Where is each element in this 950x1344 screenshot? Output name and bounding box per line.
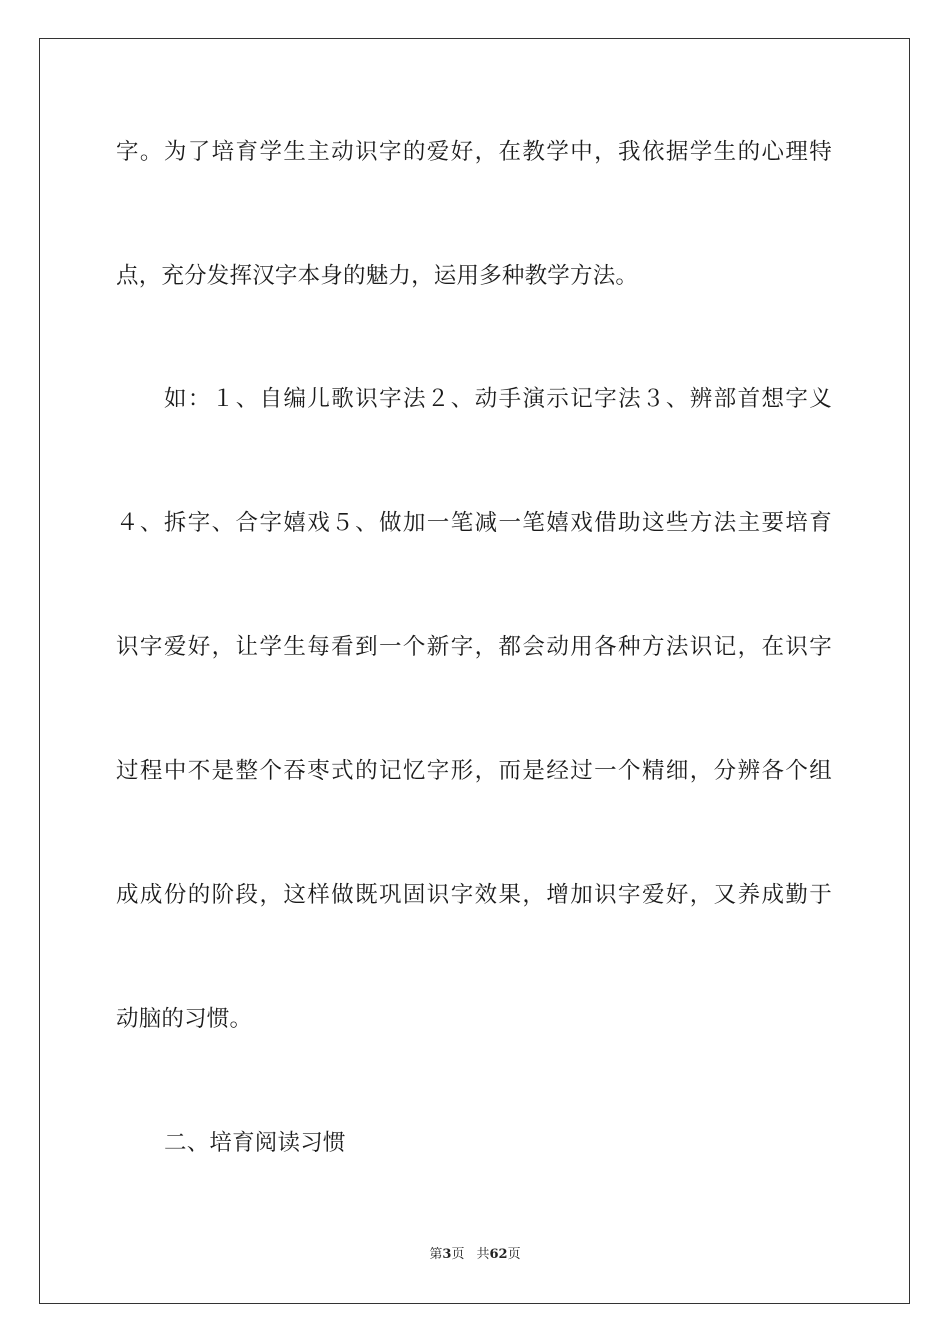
page-number: 3	[442, 1247, 452, 1262]
page-prefix: 第	[429, 1247, 443, 1262]
page-suffix: 页	[451, 1247, 465, 1262]
section-heading: 二、培育阅读习惯	[164, 1130, 346, 1156]
paragraph-line: 成成份的阶段，这样做既巩固识字效果，增加识字爱好，又养成勤于	[116, 882, 832, 908]
paragraph-line: 过程中不是整个吞枣式的记忆字形，而是经过一个精细，分辨各个组	[116, 758, 832, 784]
total-pages: 62	[489, 1247, 508, 1262]
paragraph-line: 动脑的习惯。	[116, 1006, 253, 1032]
total-prefix: 共	[476, 1247, 490, 1262]
page-footer	[0, 1246, 950, 1264]
paragraph-line: 识字爱好，让学生每看到一个新字，都会动用各种方法识记，在识字	[116, 634, 832, 660]
paragraph-line: 如：１、自编儿歌识字法２、动手演示记字法３、辨部首想字义	[164, 386, 832, 412]
paragraph-line: 字。为了培育学生主动识字的爱好，在教学中，我依据学生的心理特	[116, 139, 832, 165]
paragraph-line: 点，充分发挥汉字本身的魅力，运用多种教学方法。	[116, 263, 639, 289]
total-suffix: 页	[507, 1247, 521, 1262]
paragraph-line: ４、拆字、合字嬉戏５、做加一笔减一笔嬉戏借助这些方法主要培育	[116, 510, 832, 536]
page-border	[39, 38, 910, 1304]
